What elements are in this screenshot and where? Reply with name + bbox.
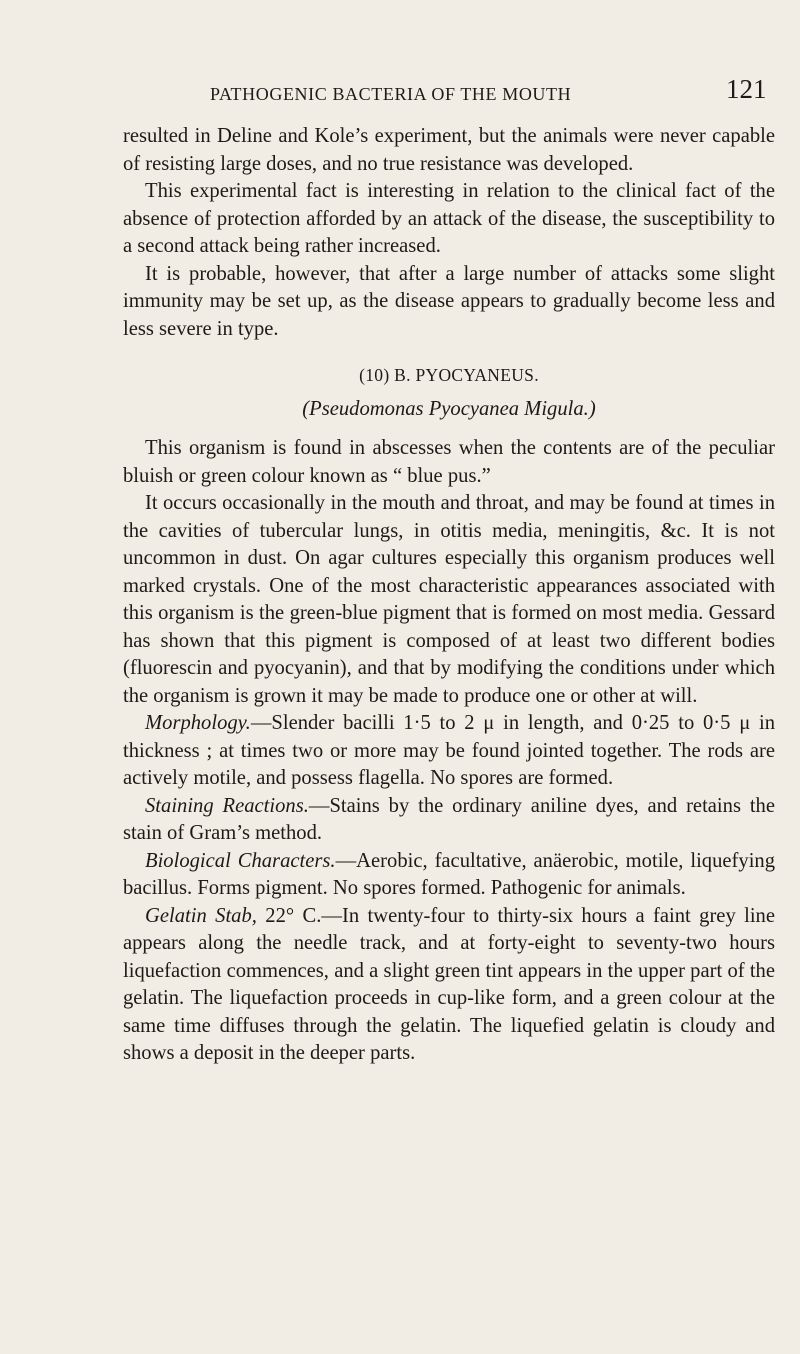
- staining-text: —Stains by the ordinary aniline dyes, and retains the stain of Gram’s method.: [123, 794, 775, 844]
- paragraph-biological: [123, 848, 775, 903]
- staining-label: Staining Reactions.: [145, 794, 309, 817]
- paragraph-blue-pus: This organism is found in abscesses when the contents are of the peculiar bluish or green colour known as “ blue pus.”: [123, 437, 775, 487]
- body-text: [123, 123, 775, 1068]
- biological-text: —Aerobic, facultative, anäerobic, motile, liquefying bacillus. Forms pigment. No spores formed. Pathogenic for animals.: [123, 849, 776, 899]
- section-subheading: (Pseudomonas Pyocyanea Migula.): [302, 397, 596, 420]
- paragraph-continuation: resulted in Deline and Kole’s experiment, but the animals were never capable of resisting large doses, and no true resistance was developed.: [123, 125, 775, 175]
- paragraph-occurrence: It occurs occasionally in the mouth and throat, and may be found at times in the cavities of tubercular lungs, in otitis media, meningitis, &c. It is not uncommon in dust. On agar cultures especially this organism produces well marked crystals. One of the most characteristic appearances associated with this organism is the green-blue pigment that is formed on most media. Gessard has shown that this pigment is composed of at least two different bodies (fluorescin and pyocyanin), and that by modifying the conditions under which the organism is grown it may be made to produce one or other at will.: [123, 492, 775, 707]
- biological-label: Biological Characters.: [145, 849, 336, 872]
- page-number: 121: [726, 74, 767, 104]
- morphology-label: Morphology.: [145, 712, 251, 734]
- running-title: PATHOGENIC BACTERIA OF THE MOUTH: [210, 84, 572, 104]
- paragraph-gelatin: [123, 903, 775, 1068]
- paragraph-experimental-fact: This experimental fact is interesting in relation to the clinical fact of the absence of protection afforded by an attack of the disease, the susceptibility to a second attack being rather increased.: [123, 180, 775, 257]
- paragraph-morphology: [123, 710, 775, 793]
- section-heading: (10) B. PYOCYANEUS.: [359, 365, 539, 385]
- paragraph-staining: [123, 793, 775, 848]
- gelatin-text: 22° C.—In twenty-four to thirty-six hours a faint grey line appears along the needle track, and at forty-eight to seventy-two hours liquefaction commences, and a slight green tint appears in the upper part of the gelatin. The liquefaction proceeds in cup-like form, and a green colour at the same time diffuses through the gelatin. The liquefied gelatin is cloudy and shows a deposit in the deeper parts.: [123, 904, 775, 1064]
- paragraph-immunity: It is probable, however, that after a large number of attacks some slight immunity may be set up, as the disease appears to gradually become less and less severe in type.: [123, 262, 775, 340]
- morphology-text: —Slender bacilli 1·5 to 2 μ in length, and 0·25 to 0·5 μ in thickness ; at times two or more may be found jointed together. The rods are actively motile, and possess flagella. No spores are formed.: [123, 712, 775, 789]
- gelatin-label: Gelatin Stab,: [145, 904, 257, 927]
